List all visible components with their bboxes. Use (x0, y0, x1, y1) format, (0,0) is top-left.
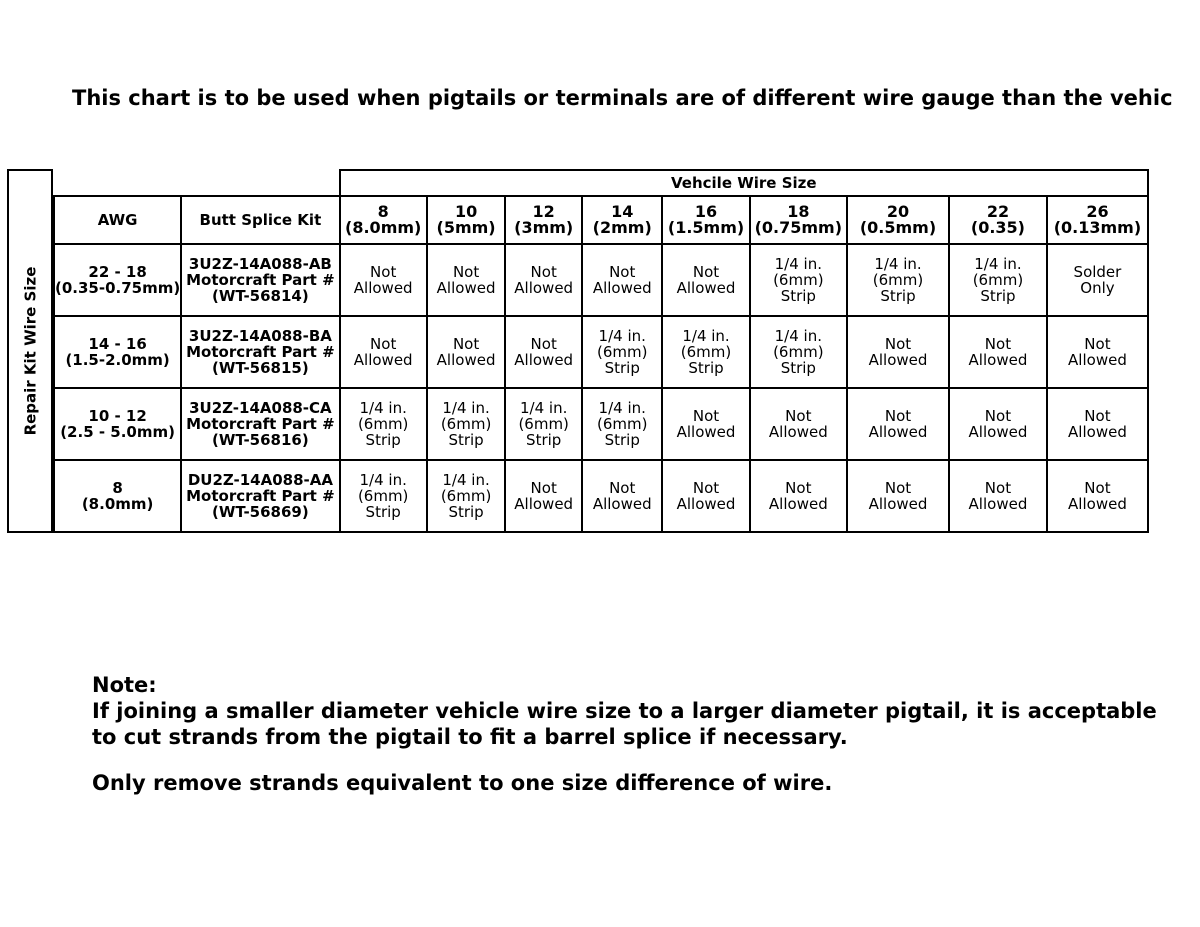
column-header-2 (505, 196, 582, 244)
awg-line: 8 (112, 479, 123, 497)
cell-line: Allowed (436, 279, 496, 297)
cell-line: Strip (448, 503, 484, 521)
cell-line: Strip (365, 503, 401, 521)
cell-line: Allowed (1068, 423, 1127, 441)
column-mm: (5mm) (436, 218, 496, 237)
note-block (92, 672, 1157, 796)
cell-line: (6mm) (518, 415, 569, 433)
awg-cell (54, 388, 181, 460)
table-cell (662, 316, 749, 388)
cell-line: Allowed (353, 279, 413, 297)
cell-line: (6mm) (357, 415, 409, 433)
cell-line: Not (609, 479, 636, 497)
column-size: 10 (454, 202, 478, 221)
cell-line: Not (884, 335, 912, 353)
table-cell (1047, 460, 1148, 532)
cell-line: (6mm) (596, 343, 648, 361)
cell-line: Strip (604, 359, 640, 377)
cell-line: Solder (1073, 263, 1122, 281)
table-cell (582, 460, 662, 532)
awg-line: 10 - 12 (88, 407, 147, 425)
table-cell (662, 460, 749, 532)
kit-line: Motorcraft Part # (186, 343, 335, 361)
awg-header: AWG (54, 196, 181, 244)
table-cell (847, 316, 949, 388)
side-label-text: Repair Kit Wire Size (21, 266, 39, 436)
cell-line: 1/4 in. (598, 327, 646, 345)
column-header-3 (582, 196, 662, 244)
cell-line: (6mm) (680, 343, 732, 361)
kit-cell (181, 460, 339, 532)
kit-line: 3U2Z-14A088-CA (189, 399, 332, 417)
cell-line: 1/4 in. (359, 399, 407, 417)
kit-line: Motorcraft Part # (186, 271, 335, 289)
table-cell (505, 460, 582, 532)
cell-line: Not (370, 335, 397, 353)
table-row (54, 244, 1148, 316)
cell-line: Not (884, 407, 912, 425)
cell-line: 1/4 in. (442, 471, 490, 489)
column-size: 14 (611, 202, 634, 221)
cell-line: Not (452, 335, 480, 353)
cell-line: Not (1084, 335, 1111, 353)
table-cell (949, 388, 1047, 460)
cell-line: Allowed (436, 351, 496, 369)
cell-line: Not (530, 263, 557, 281)
kit-line: (WT-56814) (212, 287, 309, 305)
awg-cell (54, 460, 181, 532)
cell-line: Not (452, 263, 480, 281)
column-header-5 (750, 196, 847, 244)
column-mm: (0.5mm) (859, 218, 937, 237)
kit-cell (181, 244, 339, 316)
cell-line: Strip (780, 359, 816, 377)
table-cell (750, 244, 847, 316)
cell-line: Not (609, 263, 636, 281)
table-cell (750, 316, 847, 388)
cell-line: Strip (604, 431, 640, 449)
table-cell (340, 316, 427, 388)
column-mm: (2mm) (592, 218, 652, 237)
cell-line: Strip (880, 287, 916, 305)
cell-line: 1/4 in. (682, 327, 730, 345)
awg-line: (8.0mm) (81, 495, 154, 513)
table-cell (662, 244, 749, 316)
column-header-7 (949, 196, 1047, 244)
awg-line: (2.5 - 5.0mm) (60, 423, 175, 441)
cell-line: (6mm) (872, 271, 924, 289)
table-cell (427, 316, 506, 388)
cell-line: (6mm) (357, 487, 409, 505)
cell-line: Strip (780, 287, 816, 305)
cell-line: Allowed (514, 351, 574, 369)
column-mm: (1.5mm) (667, 218, 745, 237)
awg-line: (0.35-0.75mm) (55, 279, 181, 297)
cell-line: Allowed (868, 351, 928, 369)
column-size: 8 (377, 202, 389, 221)
kit-cell (181, 388, 339, 460)
cell-line: Allowed (592, 279, 652, 297)
cell-line: Not (1084, 479, 1111, 497)
table-cell (340, 388, 427, 460)
table-cell (750, 460, 847, 532)
cell-line: Not (530, 335, 557, 353)
awg-cell (54, 316, 181, 388)
column-size: 22 (986, 202, 1010, 221)
table-row (54, 460, 1148, 532)
repair-table (53, 169, 1149, 533)
cell-line: 1/4 in. (874, 255, 922, 273)
cell-line: 1/4 in. (598, 399, 646, 417)
cell-line: Not (692, 407, 720, 425)
note-spacer (92, 750, 1157, 770)
cell-line: Not (1084, 407, 1111, 425)
cell-line: Strip (688, 359, 724, 377)
cell-line: Allowed (676, 495, 736, 513)
cell-line: (6mm) (596, 415, 648, 433)
note-line-3: Only remove strands equivalent to one size difference of wire. (92, 771, 833, 795)
cell-line: Not (785, 407, 812, 425)
table-cell (847, 388, 949, 460)
column-mm: (3mm) (514, 218, 574, 237)
table-cell (847, 244, 949, 316)
table-cell (750, 388, 847, 460)
wire-size-chart (7, 169, 1149, 533)
cell-line: Not (692, 263, 720, 281)
cell-line: Allowed (868, 423, 928, 441)
note-heading: Note: (92, 673, 157, 697)
cell-line: Allowed (676, 279, 736, 297)
cell-line: Not (884, 479, 912, 497)
cell-line: 1/4 in. (774, 327, 822, 345)
cell-line: Allowed (968, 423, 1028, 441)
note-line-2: to cut strands from the pigtail to fit a barrel splice if necessary. (92, 725, 848, 749)
table-cell (505, 388, 582, 460)
header-corner (54, 170, 340, 196)
cell-line: Not (370, 263, 397, 281)
table-cell (427, 460, 506, 532)
column-size: 20 (886, 202, 910, 221)
table-cell (1047, 388, 1148, 460)
table-row (54, 388, 1148, 460)
table-cell (340, 460, 427, 532)
awg-line: (1.5-2.0mm) (65, 351, 170, 369)
table-cell (505, 244, 582, 316)
column-size: 16 (694, 202, 718, 221)
column-header-4 (662, 196, 749, 244)
table-cell (949, 460, 1047, 532)
cell-line: Allowed (514, 495, 574, 513)
table-cell (582, 244, 662, 316)
column-header-8 (1047, 196, 1148, 244)
table-row (54, 316, 1148, 388)
cell-line: Only (1080, 279, 1115, 297)
awg-line: 14 - 16 (88, 335, 147, 353)
cell-line: 1/4 in. (974, 255, 1022, 273)
cell-line: Allowed (1068, 495, 1127, 513)
table-cell (582, 316, 662, 388)
kit-line: (WT-56869) (212, 503, 309, 521)
awg-cell (54, 244, 181, 316)
repair-kit-wire-size-label (7, 169, 53, 533)
cell-line: Not (984, 335, 1012, 353)
cell-line: (6mm) (440, 487, 492, 505)
cell-line: Allowed (768, 423, 828, 441)
cell-line: Allowed (592, 495, 652, 513)
column-size: 18 (787, 202, 810, 221)
kit-line: 3U2Z-14A088-BA (188, 327, 332, 345)
kit-line: (WT-56815) (212, 359, 309, 377)
cell-line: Strip (365, 431, 401, 449)
column-size: 12 (532, 202, 555, 221)
cell-line: Not (984, 407, 1012, 425)
cell-line: Allowed (514, 279, 574, 297)
column-mm: (0.35) (970, 218, 1025, 237)
cell-line: 1/4 in. (774, 255, 822, 273)
kit-cell (181, 316, 339, 388)
table-cell (582, 388, 662, 460)
note-line-1: If joining a smaller diameter vehicle wire size to a larger diameter pigtail, it is acceptable (92, 699, 1157, 723)
kit-line: DU2Z-14A088-AA (187, 471, 333, 489)
cell-line: 1/4 in. (520, 399, 568, 417)
cell-line: Allowed (968, 351, 1028, 369)
cell-line: Allowed (968, 495, 1028, 513)
cell-line: 1/4 in. (359, 471, 407, 489)
kit-line: Motorcraft Part # (186, 415, 335, 433)
chart-grid (53, 169, 1149, 533)
kit-line: Motorcraft Part # (186, 487, 335, 505)
cell-line: (6mm) (440, 415, 492, 433)
cell-line: Allowed (768, 495, 828, 513)
column-size: 26 (1086, 202, 1109, 221)
cell-line: (6mm) (773, 271, 824, 289)
table-cell (662, 388, 749, 460)
table-cell (427, 244, 506, 316)
table-cell (949, 316, 1047, 388)
table-cell (340, 244, 427, 316)
column-header-1 (427, 196, 506, 244)
table-cell (427, 388, 506, 460)
table-cell (847, 460, 949, 532)
kit-line: 3U2Z-14A088-AB (188, 255, 332, 273)
vehicle-wire-size-header: Vehcile Wire Size (340, 170, 1148, 196)
cell-line: Strip (980, 287, 1016, 305)
cell-line: Not (785, 479, 812, 497)
cell-line: Strip (448, 431, 484, 449)
column-mm: (0.75mm) (754, 218, 843, 237)
cell-line: 1/4 in. (442, 399, 490, 417)
cell-line: Not (692, 479, 720, 497)
cell-line: (6mm) (972, 271, 1024, 289)
cell-line: Strip (526, 431, 562, 449)
column-mm: (8.0mm) (345, 218, 422, 237)
table-cell (505, 316, 582, 388)
table-cell (949, 244, 1047, 316)
column-header-0 (340, 196, 427, 244)
cell-line: Allowed (676, 423, 736, 441)
cell-line: Not (530, 479, 557, 497)
butt-splice-kit-header: Butt Splice Kit (181, 196, 339, 244)
table-cell (1047, 316, 1148, 388)
cell-line: Allowed (868, 495, 928, 513)
awg-line: 22 - 18 (88, 263, 147, 281)
cell-line: (6mm) (773, 343, 824, 361)
column-header-6 (847, 196, 949, 244)
intro-text: This chart is to be used when pigtails or terminals are of different wire gauge than the vehic (72, 86, 1173, 110)
column-mm: (0.13mm) (1053, 218, 1142, 237)
cell-line: Allowed (1068, 351, 1127, 369)
table-cell (1047, 244, 1148, 316)
cell-line: Not (984, 479, 1012, 497)
kit-line: (WT-56816) (212, 431, 309, 449)
cell-line: Allowed (353, 351, 413, 369)
